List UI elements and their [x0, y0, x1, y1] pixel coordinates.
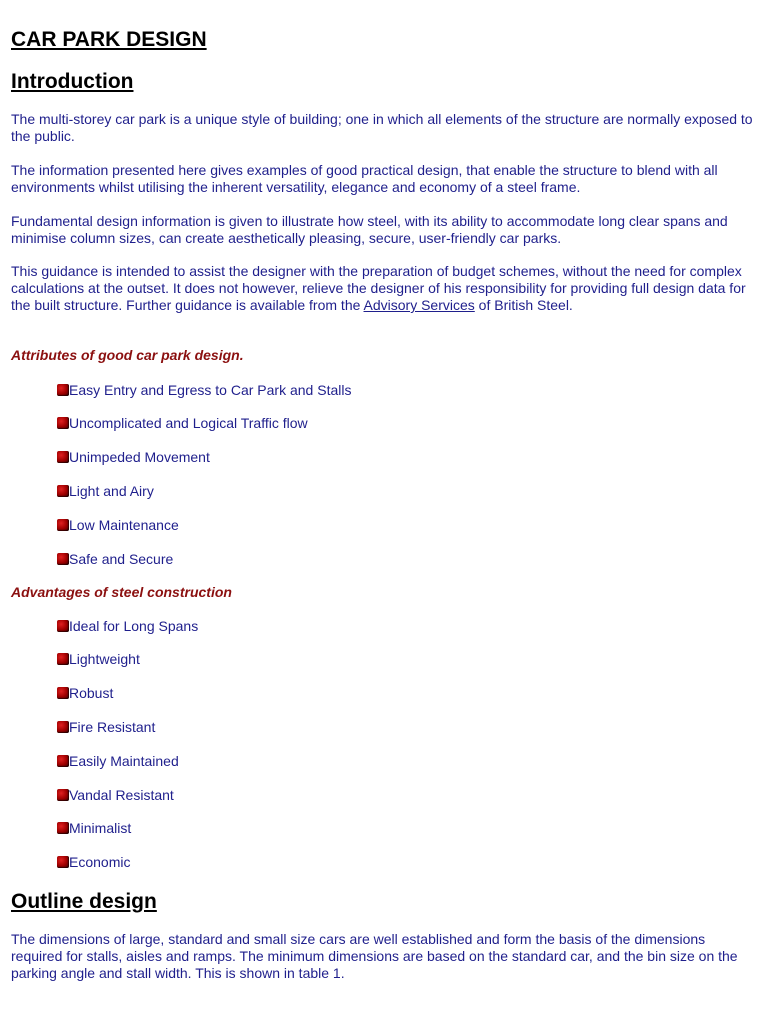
red-bullet-icon	[57, 451, 69, 463]
advantages-list-item	[57, 854, 130, 871]
red-bullet-icon	[57, 620, 69, 632]
advantages-list-item	[57, 651, 140, 668]
advantages-list-item-label: Easily Maintained	[69, 752, 179, 769]
intro-paragraph-4	[11, 263, 757, 314]
red-bullet-icon	[57, 553, 69, 565]
attributes-list-item	[57, 482, 154, 499]
red-bullet-icon	[57, 485, 69, 497]
outline-design-heading: Outline design	[11, 890, 157, 913]
advantages-list-item	[57, 786, 174, 803]
attributes-list-item-label: Low Maintenance	[69, 516, 179, 533]
attributes-list-item-label: Unimpeded Movement	[69, 449, 210, 466]
advantages-subheading: Advantages of steel construction	[11, 584, 232, 600]
intro-paragraph-1: The multi-storey car park is a unique style of building; one in which all elements of the structure are normally exposed to the public.	[11, 111, 753, 144]
attributes-list-item-label: Light and Airy	[69, 482, 154, 499]
outline-paragraph-1: The dimensions of large, standard and small size cars are well established and form the basis of the dimensions required for stalls, aisles and ramps. The minimum dimensions are based on the standard car, and the bin size on the parking angle and stall width. This is shown in table 1.	[11, 931, 738, 981]
attributes-list-item	[57, 516, 179, 533]
advantages-list-item	[57, 752, 179, 769]
red-bullet-icon	[57, 856, 69, 868]
advantages-list-item	[57, 617, 198, 634]
advantages-list-item-label: Minimalist	[69, 820, 132, 837]
red-bullet-icon	[57, 721, 69, 733]
advisory-services-link[interactable]: Advisory Services	[363, 297, 475, 313]
red-bullet-icon	[57, 519, 69, 531]
attributes-list-item	[57, 449, 210, 466]
advantages-list-item-label: Fire Resistant	[69, 718, 156, 735]
red-bullet-icon	[57, 653, 69, 665]
attributes-list-item	[57, 550, 173, 567]
intro-paragraph-4-text: This guidance is intended to assist the designer with the preparation of budget schemes, without the need for complex calculations at the outset. It does not however, relieve the designer of his responsibility for providing full design data for the built structure. Further guidance is available from the	[11, 263, 746, 313]
attributes-list-item-label: Safe and Secure	[69, 550, 174, 567]
intro-paragraph-2: The information presented here gives examples of good practical design, that enable the structure to blend with all environments whilst utilising the inherent versatility, elegance and economy of a steel frame.	[11, 162, 718, 195]
attributes-list-item-label: Uncomplicated and Logical Traffic flow	[69, 415, 308, 432]
red-bullet-icon	[57, 417, 69, 429]
attributes-list-item-label: Easy Entry and Egress to Car Park and Stalls	[69, 381, 352, 398]
red-bullet-icon	[57, 755, 69, 767]
advantages-list-item-label: Lightweight	[69, 651, 140, 668]
attributes-list-item	[57, 381, 351, 398]
attributes-subheading: Attributes of good car park design.	[11, 347, 244, 363]
advantages-list-item	[57, 685, 113, 702]
intro-paragraph-4-tail: of British Steel.	[474, 297, 573, 313]
red-bullet-icon	[57, 384, 69, 396]
intro-paragraph-3: Fundamental design information is given to illustrate how steel, with its ability to accommodate long clear spans and minimise column sizes, can create aesthetically pleasing, secure, user-friendly car parks.	[11, 213, 728, 246]
red-bullet-icon	[57, 687, 69, 699]
page-title: CAR PARK DESIGN	[11, 28, 207, 51]
introduction-heading: Introduction	[11, 70, 134, 93]
red-bullet-icon	[57, 789, 69, 801]
attributes-list-item	[57, 415, 308, 432]
red-bullet-icon	[57, 822, 69, 834]
advantages-list-item-label: Robust	[69, 685, 114, 702]
advantages-list-item-label: Ideal for Long Spans	[69, 617, 199, 634]
advantages-list-item	[57, 718, 155, 735]
advantages-list-item-label: Economic	[69, 854, 131, 871]
advantages-list-item-label: Vandal Resistant	[69, 786, 174, 803]
advantages-list-item	[57, 820, 131, 837]
